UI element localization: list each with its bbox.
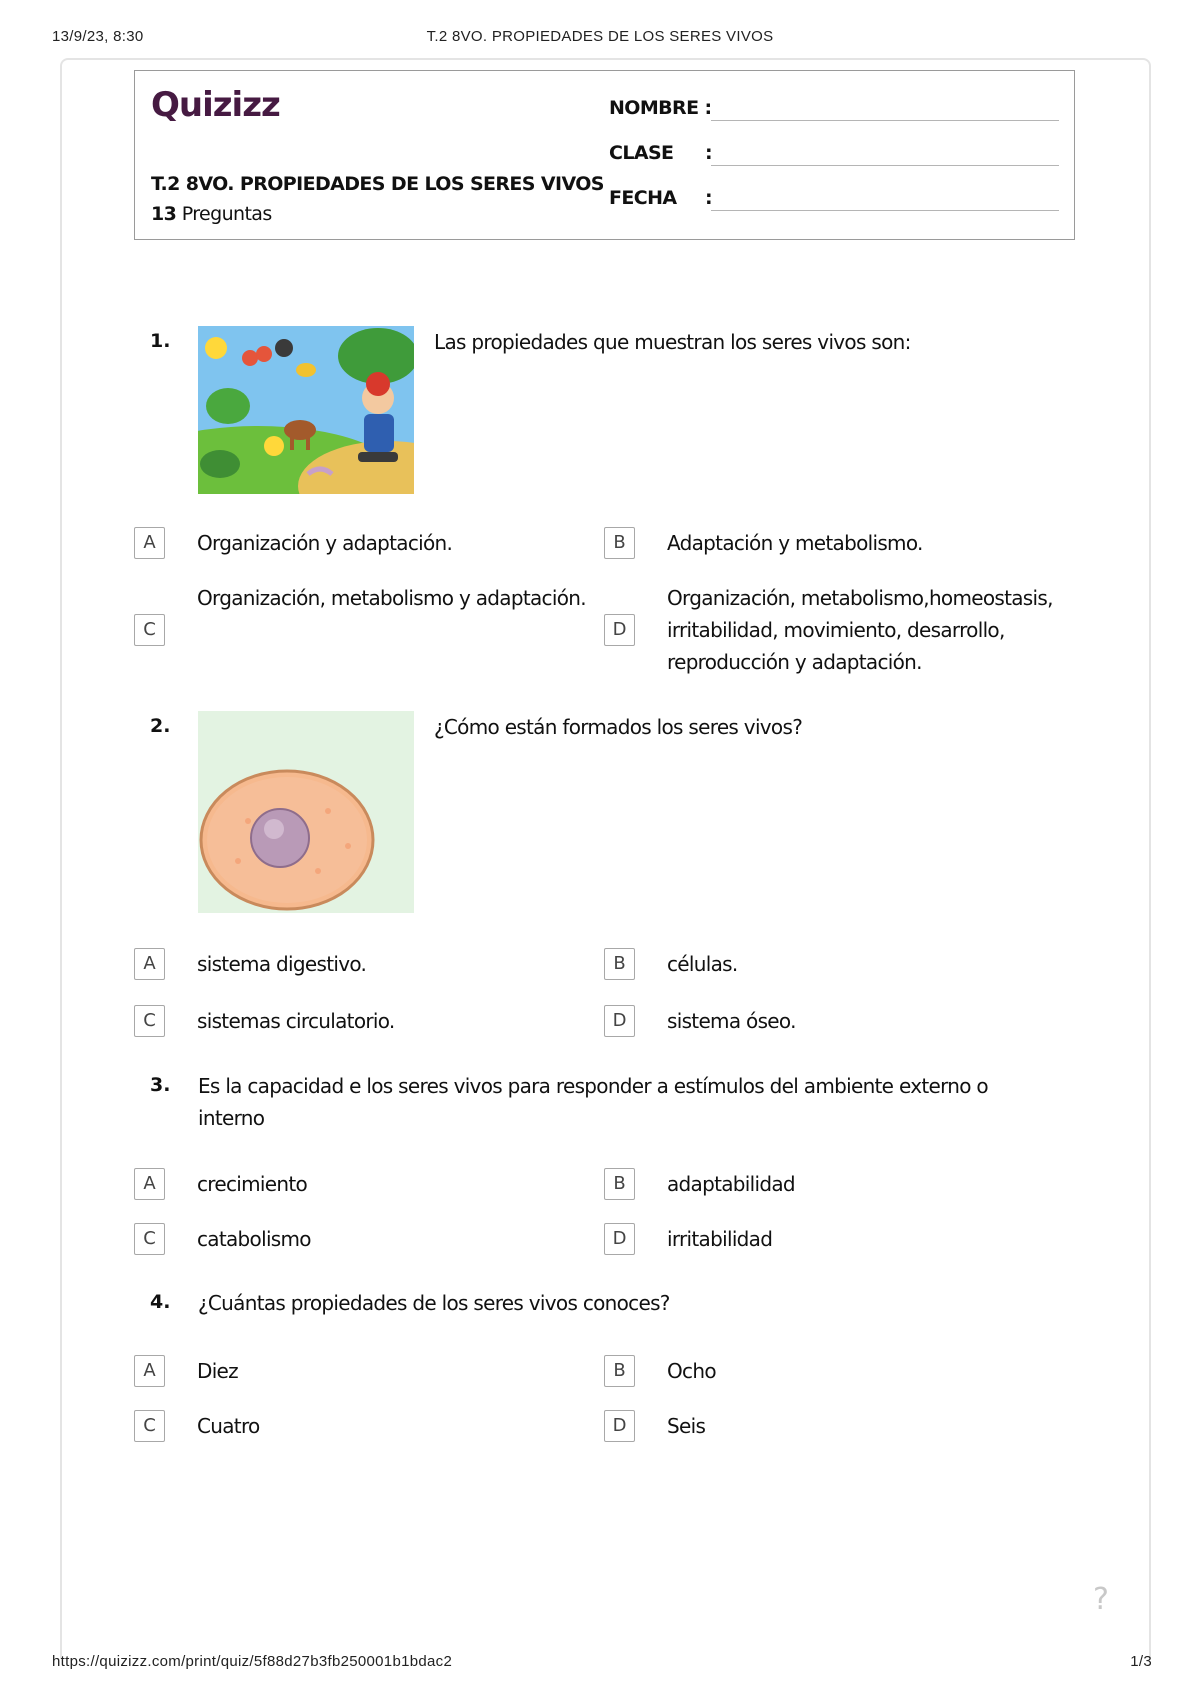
option-letter: C (134, 1410, 165, 1442)
question-3-number: 3. (150, 1074, 171, 1096)
question-1-number: 1. (150, 330, 171, 352)
option-text: adaptabilidad (667, 1172, 795, 1196)
option-letter: B (604, 527, 635, 559)
option-text: sistemas circulatorio. (197, 1009, 395, 1033)
option-text: crecimiento (197, 1172, 308, 1196)
option-text: sistema óseo. (667, 1009, 796, 1033)
question-1-image (198, 326, 414, 494)
print-url: https://quizizz.com/print/quiz/5f88d27b3fb250001b1bdac2 (52, 1653, 453, 1670)
option-letter: D (604, 1005, 635, 1037)
option-letter: B (604, 1355, 635, 1387)
question-3-option-c[interactable] (134, 1223, 574, 1257)
question-2-option-d[interactable] (604, 1005, 1064, 1039)
print-footer (0, 1653, 1200, 1675)
print-header (0, 28, 1200, 50)
option-text-line-2: irritabilidad, movimiento, desarrollo, (667, 618, 1005, 642)
question-4-option-a[interactable] (134, 1355, 574, 1389)
fecha-field (609, 183, 1059, 215)
question-1-option-d[interactable] (604, 586, 1074, 674)
quiz-title: T.2 8VO. PROPIEDADES DE LOS SERES VIVOS (151, 173, 604, 195)
question-count (151, 203, 272, 225)
option-letter: D (604, 1223, 635, 1255)
option-text: Organización y adaptación. (197, 531, 453, 555)
question-1-option-b[interactable] (604, 527, 1064, 561)
nombre-line (711, 120, 1059, 121)
option-letter: A (134, 1168, 165, 1200)
clase-line (711, 165, 1059, 166)
question-3-text-line-1: Es la capacidad e los seres vivos para responder a estímulos del ambiente externo o (198, 1074, 988, 1098)
question-count-number: 13 (151, 203, 177, 225)
option-letter: D (604, 1410, 635, 1442)
question-3-text-line-2: interno (198, 1106, 265, 1130)
option-letter: D (604, 614, 635, 646)
question-4-option-c[interactable] (134, 1410, 574, 1444)
option-letter: B (604, 948, 635, 980)
print-page-number: 1/3 (1130, 1653, 1152, 1670)
option-text: Seis (667, 1414, 706, 1438)
question-2-number: 2. (150, 715, 171, 737)
option-text: sistema digestivo. (197, 952, 367, 976)
question-3-option-d[interactable] (604, 1223, 1064, 1257)
question-4-text: ¿Cuántas propiedades de los seres vivos conoces? (198, 1291, 670, 1315)
cartoon-living-beings-icon (198, 326, 414, 494)
nombre-field (609, 93, 1059, 125)
question-4-option-b[interactable] (604, 1355, 1064, 1389)
clase-colon: : (705, 142, 713, 164)
option-letter: A (134, 527, 165, 559)
question-count-label: Preguntas (181, 203, 272, 225)
question-2-option-a[interactable] (134, 948, 574, 982)
option-letter: C (134, 1223, 165, 1255)
cell-illustration-icon (198, 711, 414, 913)
quiz-header-box (134, 70, 1075, 240)
question-2-option-c[interactable] (134, 1005, 574, 1039)
option-text: catabolismo (197, 1227, 311, 1251)
clase-label: CLASE (609, 142, 674, 164)
option-letter: C (134, 614, 165, 646)
option-text: Organización, metabolismo y adaptación. (197, 586, 586, 610)
option-text: células. (667, 952, 738, 976)
option-text: Adaptación y metabolismo. (667, 531, 923, 555)
clase-field (609, 138, 1059, 170)
question-3-option-b[interactable] (604, 1168, 1064, 1202)
print-date: 13/9/23, 8:30 (52, 28, 144, 45)
option-text: irritabilidad (667, 1227, 773, 1251)
question-2-text: ¿Cómo están formados los seres vivos? (434, 715, 803, 739)
question-1-option-a[interactable] (134, 527, 574, 561)
question-3-option-a[interactable] (134, 1168, 574, 1202)
question-2-option-b[interactable] (604, 948, 1064, 982)
option-letter: A (134, 948, 165, 980)
question-4-option-d[interactable] (604, 1410, 1064, 1444)
question-1-text: Las propiedades que muestran los seres vivos son: (434, 330, 911, 354)
option-text: Cuatro (197, 1414, 260, 1438)
question-mark-icon[interactable]: ? (1093, 1582, 1109, 1617)
option-letter: C (134, 1005, 165, 1037)
print-title: T.2 8VO. PROPIEDADES DE LOS SERES VIVOS (426, 28, 774, 45)
option-text-line-1: Organización, metabolismo,homeostasis, (667, 586, 1053, 610)
question-4-number: 4. (150, 1291, 171, 1313)
option-text: Diez (197, 1359, 238, 1383)
option-letter: B (604, 1168, 635, 1200)
quizizz-logo: Quizizz (151, 85, 280, 125)
question-1-option-c[interactable] (134, 586, 594, 648)
option-letter: A (134, 1355, 165, 1387)
fecha-label: FECHA (609, 187, 677, 209)
question-2-image (198, 711, 414, 913)
fecha-colon: : (705, 187, 713, 209)
fecha-line (711, 210, 1059, 211)
option-text: Ocho (667, 1359, 716, 1383)
option-text-line-3: reproducción y adaptación. (667, 650, 922, 674)
nombre-label: NOMBRE : (609, 97, 712, 119)
